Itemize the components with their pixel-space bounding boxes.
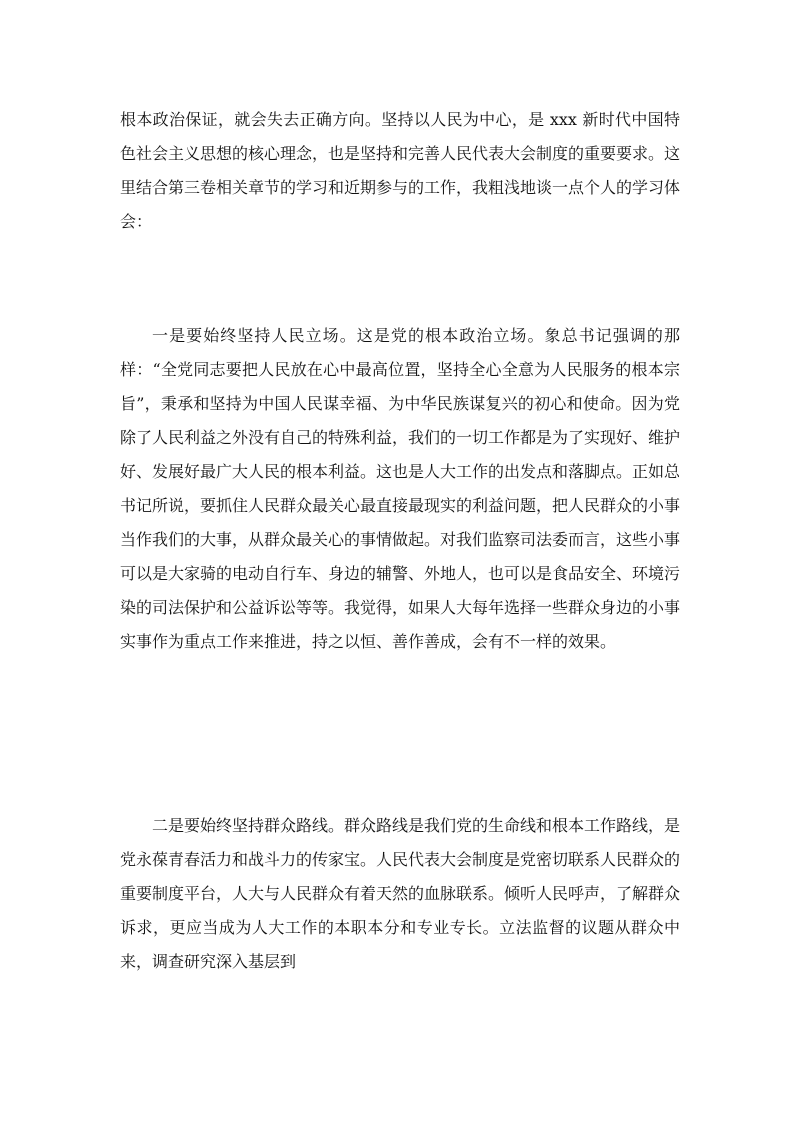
paragraph-intro bbox=[120, 103, 680, 239]
paragraph-mass-line bbox=[120, 809, 680, 979]
paragraph-text: 根本政治保证，就会失去正确方向。坚持以人民为中心，是 xxx 新时代中国特色社会主义思想的核心理念，也是坚持和完善人民代表大会制度的重要要求。这里结合第三卷相关章节的学习和近期参与的工作，我粗浅地谈一点个人的学习体会： bbox=[120, 110, 681, 231]
paragraph-text: 二是要始终坚持群众路线。群众路线是我们党的生命线和根本工作路线，是党永葆青春活力和战斗力的传家宝。人民代表大会制度是党密切联系人民群众的重要制度平台，人大与人民群众有着天然的血脉联系。倾听人民呼声，了解群众诉求，更应当成为人大工作的本职本分和专业专长。立法监督的议题从群众中来，调查研究深入基层到 bbox=[120, 816, 681, 971]
paragraph-text: 一是要始终坚持人民立场。这是党的根本政治立场。象总书记强调的那样：“全党同志要把人民放在心中最高位置，坚持全心全意为人民服务的根本宗旨”，秉承和坚持为中国人民谋幸福、为中华民族谋复兴的初心和使命。因为党除了人民利益之外没有自己的特殊利益，我们的一切工作都是为了实现好、维护好、发展好最广大人民的根本利益。这也是人大工作的出发点和落脚点。正如总书记所说，要抓住人民群众最关心最直接最现实的利益问题，把人民群众的小事当作我们的大事，从群众最关心的事情做起。对我们监察司法委而言，这些小事可以是大家骑的电动自行车、身边的辅警、外地人，也可以是食品安全、环境污染的司法保护和公益诉讼等等。我觉得，如果人大每年选择一些群众身边的小事实事作为重点工作来推进，持之以恒、善作善成，会有不一样的效果。 bbox=[120, 326, 681, 651]
paragraph-people-stance bbox=[120, 319, 680, 659]
